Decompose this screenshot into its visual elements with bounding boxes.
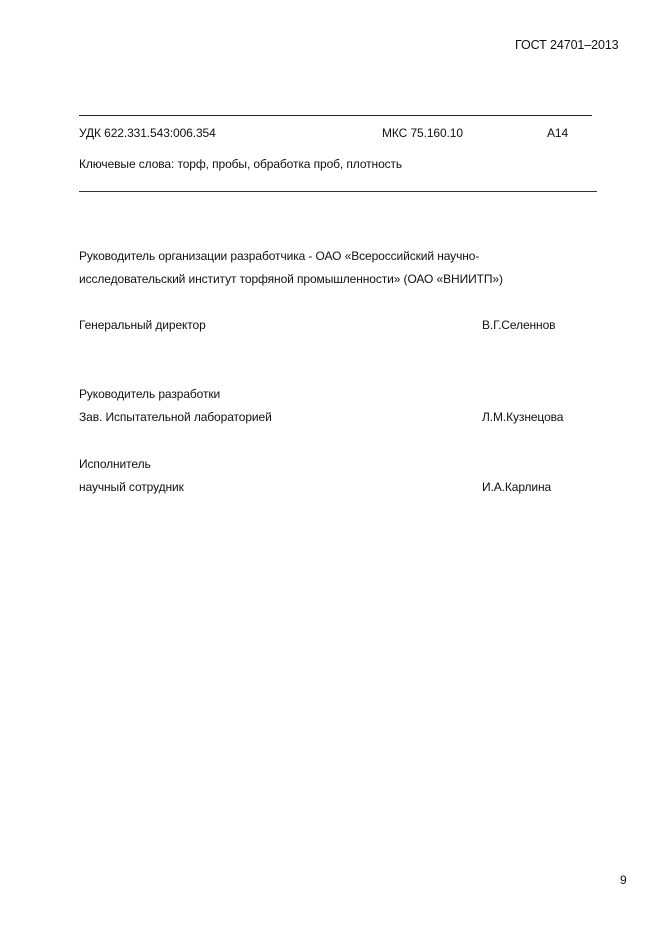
- developer-org-line-1: Руководитель организации разработчика - ОАО «Всероссийский научно-: [79, 249, 480, 263]
- mks-code: МКС 75.160.10: [382, 126, 463, 140]
- executor-title: научный сотрудник: [79, 480, 184, 494]
- top-rule: [79, 115, 592, 116]
- developer-org-line-2: исследовательский институт торфяной промышленности» (ОАО «ВНИИТП»): [79, 272, 503, 286]
- lead-heading: Руководитель разработки: [79, 387, 221, 401]
- lead-title: Зав. Испытательной лабораторией: [79, 410, 272, 424]
- page-number: 9: [620, 873, 627, 887]
- keywords: Ключевые слова: торф, пробы, обработка проб, плотность: [79, 157, 403, 171]
- udk-code: УДК 622.331.543:006.354: [79, 126, 216, 140]
- director-name: В.Г.Селеннов: [482, 318, 556, 332]
- executor-heading: Исполнитель: [79, 457, 151, 471]
- bottom-rule: [79, 191, 597, 192]
- group-code: А14: [547, 126, 569, 140]
- standard-code: ГОСТ 24701–2013: [515, 38, 619, 52]
- executor-name: И.А.Карлина: [482, 480, 552, 494]
- director-title: Генеральный директор: [79, 318, 206, 332]
- lead-name: Л.М.Кузнецова: [482, 410, 564, 424]
